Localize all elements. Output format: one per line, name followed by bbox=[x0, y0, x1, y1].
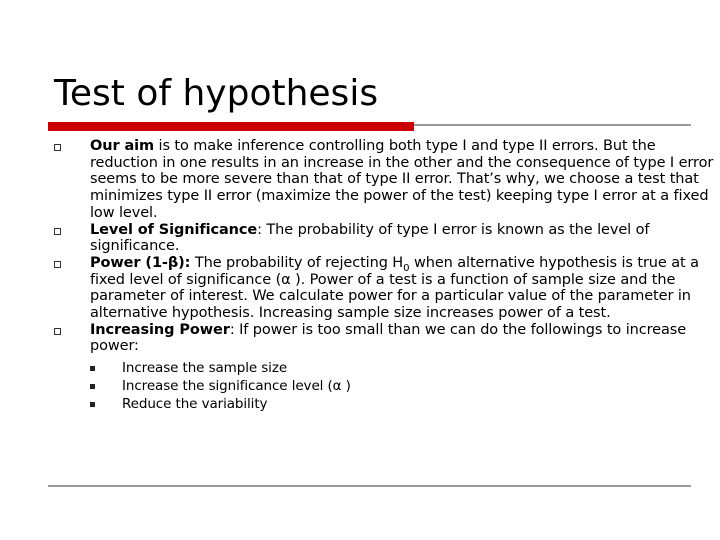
sub-bullet-item bbox=[90, 377, 714, 395]
hollow-square-bullet-icon bbox=[54, 144, 61, 151]
bullet-label: Increasing Power bbox=[90, 321, 230, 338]
hollow-square-bullet-icon bbox=[54, 328, 61, 335]
bullet-label: Level of Significance bbox=[90, 221, 258, 238]
bullet-our-aim bbox=[54, 138, 714, 222]
filled-square-bullet-icon bbox=[90, 402, 95, 407]
bullet-text-continued: when alternative hypothesis is true at a fixed level of significance (α ). Power of a test is a function of sample size and the parameter of interest. We calculate power for a particular value of the parameter in alternative hypothesis. Increasing sample size increases power of a test. bbox=[90, 254, 699, 322]
bullet-label: Our aim bbox=[90, 138, 155, 154]
sub-bullet-text: Increase the significance level (α ) bbox=[122, 378, 351, 395]
bullet-text: The probability of rejecting H bbox=[190, 254, 404, 271]
bullet-label: Power (1-β): bbox=[90, 254, 191, 271]
hollow-square-bullet-icon bbox=[54, 261, 61, 268]
bullet-text: is to make inference controlling both type I and type II errors. But the reduction in one results in an increase in the other and the consequence of type I error seems to be more severe than that of type II error. That’s why, we choose a test that minimizes type II error (maximize the power of the test) keeping type I error at a fixed low level. bbox=[90, 138, 714, 221]
bullet-increasing-power bbox=[54, 322, 714, 355]
bullet-text: : If power is too small than we can do the followings to increase power: bbox=[90, 321, 687, 355]
hollow-square-bullet-icon bbox=[54, 228, 61, 235]
sub-bullet-text: Increase the sample size bbox=[122, 360, 288, 377]
bullet-power bbox=[54, 255, 714, 322]
filled-square-bullet-icon bbox=[90, 366, 95, 371]
filled-square-bullet-icon bbox=[90, 384, 95, 389]
bullet-level-of-significance bbox=[54, 222, 714, 255]
bullet-list bbox=[54, 138, 714, 413]
footer-divider-line bbox=[48, 485, 691, 487]
slide-title: Test of hypothesis bbox=[54, 73, 379, 114]
sub-bullet-list bbox=[90, 359, 714, 413]
sub-bullet-item bbox=[90, 359, 714, 377]
subscript-zero: 0 bbox=[403, 262, 410, 274]
bullet-text: : The probability of type I error is known as the level of significance. bbox=[90, 221, 650, 255]
sub-bullet-item bbox=[90, 395, 714, 413]
title-accent-bar bbox=[48, 122, 414, 131]
sub-bullet-text: Reduce the variability bbox=[122, 396, 268, 413]
